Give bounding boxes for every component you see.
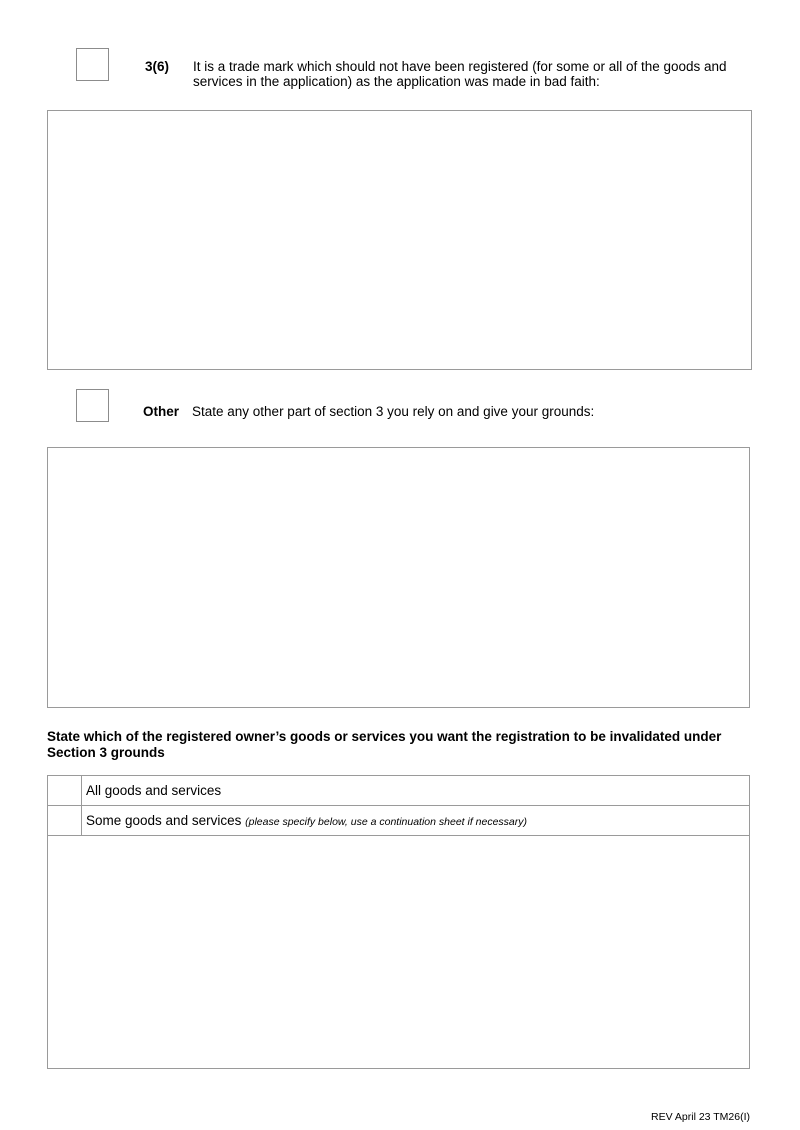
other-section-description: State any other part of section 3 you rely on and give your grounds: bbox=[192, 404, 595, 419]
option-all-label: All goods and services bbox=[86, 783, 222, 798]
other-section-grounds-box bbox=[47, 447, 750, 708]
option-row-all bbox=[48, 776, 749, 806]
other-section-checkbox[interactable] bbox=[76, 389, 109, 422]
option-row-some bbox=[48, 806, 749, 836]
section-3-6-description-line2: services in the application) as the application was made in bad faith: bbox=[193, 74, 600, 89]
section-3-6-description-line1: It is a trade mark which should not have been registered (for some or all of the goods and bbox=[193, 59, 727, 74]
section-3-6-grounds-input[interactable] bbox=[48, 111, 751, 369]
section-3-6-grounds-box bbox=[47, 110, 752, 370]
option-all-checkbox[interactable] bbox=[48, 776, 82, 805]
option-some-checkbox[interactable] bbox=[48, 806, 82, 835]
goods-services-specification-input[interactable] bbox=[48, 836, 749, 1068]
goods-services-options-table bbox=[47, 775, 750, 1069]
other-section-grounds-input[interactable] bbox=[48, 448, 749, 707]
section-3-6-code: 3(6) bbox=[145, 59, 170, 74]
goods-services-question-line2: Section 3 grounds bbox=[47, 745, 165, 760]
goods-services-question-line1: State which of the registered owner’s goods or services you want the registration to be invalidated under bbox=[47, 729, 722, 744]
section-3-6-checkbox[interactable] bbox=[76, 48, 109, 81]
footer-revision: REV April 23 TM26(I) bbox=[650, 1111, 750, 1123]
section-3-6-description bbox=[193, 59, 753, 89]
goods-services-question bbox=[47, 729, 747, 761]
option-some-text: Some goods and services bbox=[86, 813, 242, 828]
option-some-label bbox=[86, 813, 527, 830]
other-section-code: Other bbox=[143, 404, 180, 419]
goods-services-specification-box bbox=[48, 836, 749, 1068]
option-some-note: (please specify below, use a continuation sheet if necessary) bbox=[245, 816, 528, 828]
